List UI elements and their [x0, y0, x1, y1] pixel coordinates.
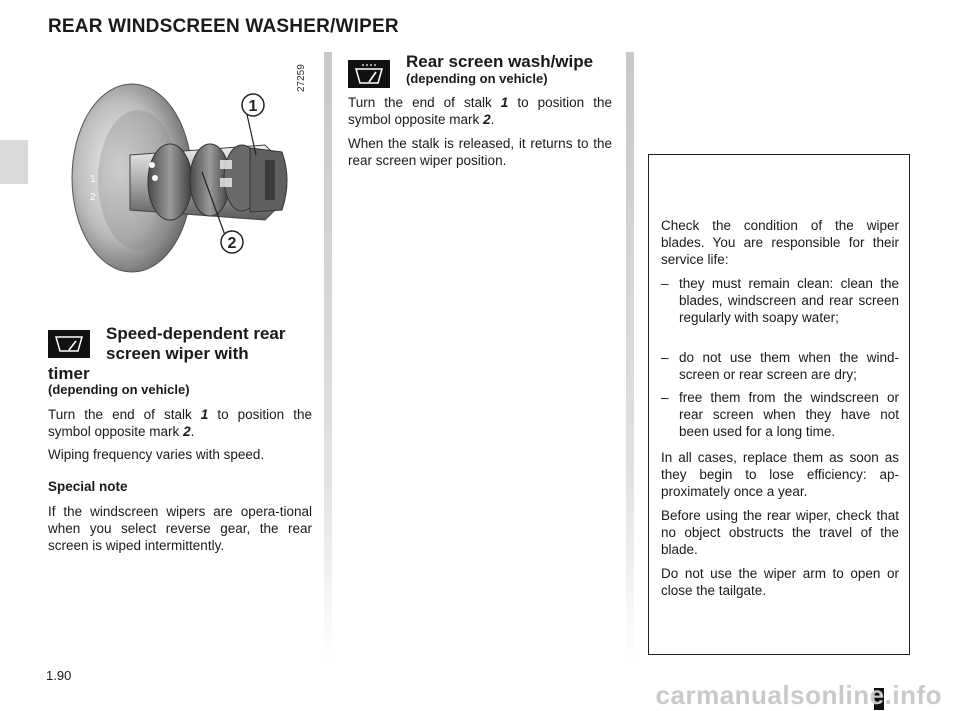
note-item-2: – do not use them when the wind-screen or rear screen are dry; [661, 350, 899, 382]
dial-mark-1: 1 [90, 174, 96, 185]
note-paragraph-3: Do not use the wiper arm to open or close the tailgate. [661, 566, 899, 598]
page-number: 1.90 [46, 668, 72, 683]
special-note-text: If the windscreen wipers are opera-tional when you select reverse gear, the rear screen is wiped intermittently. [48, 504, 312, 553]
chapter-tab [0, 140, 28, 184]
wash-wipe-heading: Rear screen wash/wipe [406, 52, 594, 71]
figure-reference: 27259 [296, 64, 307, 92]
wash-wipe-paragraph-2: When the stalk is released, it returns to the rear screen wiper position. [348, 136, 612, 168]
rear-wash-wipe-icon [348, 60, 390, 88]
note-intro: Check the condition of the wiper blades. You are responsible for their service life: [661, 218, 899, 267]
timer-heading-line1: Speed-dependent rear [106, 324, 286, 343]
special-note-title: Special note [48, 479, 128, 494]
page-title: REAR WINDSCREEN WASHER/WIPER [48, 16, 399, 37]
timer-heading-line3: timer [48, 364, 90, 383]
note-item-1: – they must remain clean: clean the blades, windscreen and rear screen regularly with soapy water; [661, 276, 899, 325]
maintenance-note-box [648, 154, 910, 655]
watermark: carmanualsonline.info [655, 680, 942, 710]
timer-wiper-icon [48, 330, 90, 358]
dial-mark-2: 2 [90, 192, 96, 203]
wash-wipe-paragraph-1: Turn the end of stalk 1 to position the symbol opposite mark 2. [348, 95, 613, 127]
wiper-stalk-illustration [60, 60, 320, 300]
timer-heading-line2: screen wiper with [106, 344, 249, 363]
column-divider-left [324, 52, 332, 662]
wash-wipe-subheading: (depending on vehicle) [406, 71, 548, 86]
note-paragraph-1: In all cases, replace them as soon as they begin to lose efficiency: ap-proximately once a year. [661, 450, 899, 499]
timer-paragraph-1: Turn the end of stalk 1 to position the symbol opposite mark 2. [48, 407, 313, 439]
timer-subheading: (depending on vehicle) [48, 382, 190, 397]
column-divider-right [626, 52, 634, 662]
timer-paragraph-2: Wiping frequency varies with speed. [48, 447, 265, 462]
callout-2: 2 [227, 235, 237, 252]
note-paragraph-2: Before using the rear wiper, check that no object obstructs the travel of the blade. [661, 508, 899, 557]
note-item-3: – free them from the windscreen or rear screen when they have not been used for a long time. [661, 390, 899, 439]
callout-1: 1 [248, 98, 258, 115]
